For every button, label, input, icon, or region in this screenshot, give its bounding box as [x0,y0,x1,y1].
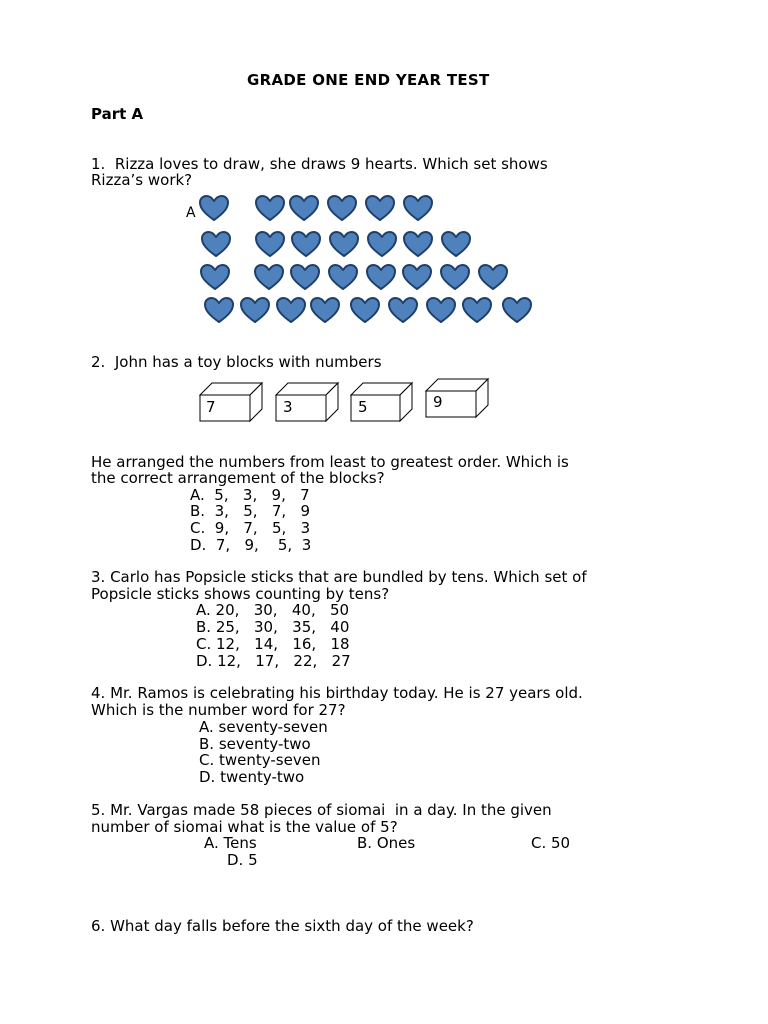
heart-icon [288,194,320,220]
heart-icon [364,194,396,220]
question-3-line-1: 3. Carlo has Popsicle sticks that are bundled by tens. Which set of [91,568,587,586]
question-2-option-b: B. 3, 5, 7, 9 [190,502,310,520]
heart-icon [402,194,434,220]
question-4-line-1: 4. Mr. Ramos is celebrating his birthday today. He is 27 years old. [91,684,583,702]
heart-icon [425,296,457,322]
heart-icon [275,296,307,322]
heart-icon [254,194,286,220]
heart-icon [290,230,322,256]
block-label-2: 3 [283,398,293,416]
heart-icon [309,296,341,322]
option-letter-a: A [186,205,196,221]
question-6-line-1: 6. What day falls before the sixth day of the week? [91,917,474,935]
number-blocks [0,375,768,435]
question-1-line-1: 1. Rizza loves to draw, she draws 9 hearts. Which set shows [91,155,548,173]
question-4-option-c: C. twenty-seven [199,751,321,769]
block-label-4: 9 [433,393,443,411]
heart-icon [198,194,230,220]
heart-icon [326,194,358,220]
question-4-option-d: D. twenty-two [199,768,305,786]
question-5-line-2: number of siomai what is the value of 5? [91,818,398,836]
heart-icon [387,296,419,322]
question-3-option-c: C. 12, 14, 16, 18 [196,635,350,653]
heart-icon [254,230,286,256]
part-heading: Part A [91,105,144,123]
question-5-line-1: 5. Mr. Vargas made 58 pieces of siomai in a day. In the given [91,801,552,819]
question-5-option-a: A. Tens [204,834,257,852]
question-5-option-b: B. Ones [357,834,416,852]
block-label-3: 5 [358,398,368,416]
heart-icon [200,230,232,256]
question-3-option-a: A. 20, 30, 40, 50 [196,601,350,619]
block-label-1: 7 [206,398,216,416]
question-5-option-d: D. 5 [227,851,258,869]
heart-icon [349,296,381,322]
question-2-option-c: C. 9, 7, 5, 3 [190,519,311,537]
question-5-option-c: C. 50 [531,834,571,852]
heart-icon [289,263,321,289]
heart-icon [328,230,360,256]
question-2-line-2: He arranged the numbers from least to greatest order. Which is [91,453,569,471]
test-title: GRADE ONE END YEAR TEST [247,71,490,89]
question-4-option-b: B. seventy-two [199,735,311,753]
heart-icon [203,296,235,322]
heart-icon [501,296,533,322]
heart-icon [365,263,397,289]
heart-icon [327,263,359,289]
heart-icon [402,230,434,256]
question-1-line-2: Rizza’s work? [91,171,193,189]
question-2-line-1: 2. John has a toy blocks with numbers [91,353,382,371]
question-3-line-2: Popsicle sticks shows counting by tens? [91,585,390,603]
question-3-option-b: B. 25, 30, 35, 40 [196,618,350,636]
heart-icon [401,263,433,289]
heart-icon [239,296,271,322]
heart-icon [439,263,471,289]
heart-icon [477,263,509,289]
question-2-option-d: D. 7, 9, 5, 3 [190,536,312,554]
question-2-option-a: A. 5, 3, 9, 7 [190,486,310,504]
question-4-option-a: A. seventy-seven [199,718,328,736]
heart-icon [461,296,493,322]
heart-icon [253,263,285,289]
heart-icon [440,230,472,256]
question-2-line-3: the correct arrangement of the blocks? [91,469,385,487]
heart-icon [366,230,398,256]
heart-icon [199,263,231,289]
question-3-option-d: D. 12, 17, 22, 27 [196,652,351,670]
question-4-line-2: Which is the number word for 27? [91,701,346,719]
